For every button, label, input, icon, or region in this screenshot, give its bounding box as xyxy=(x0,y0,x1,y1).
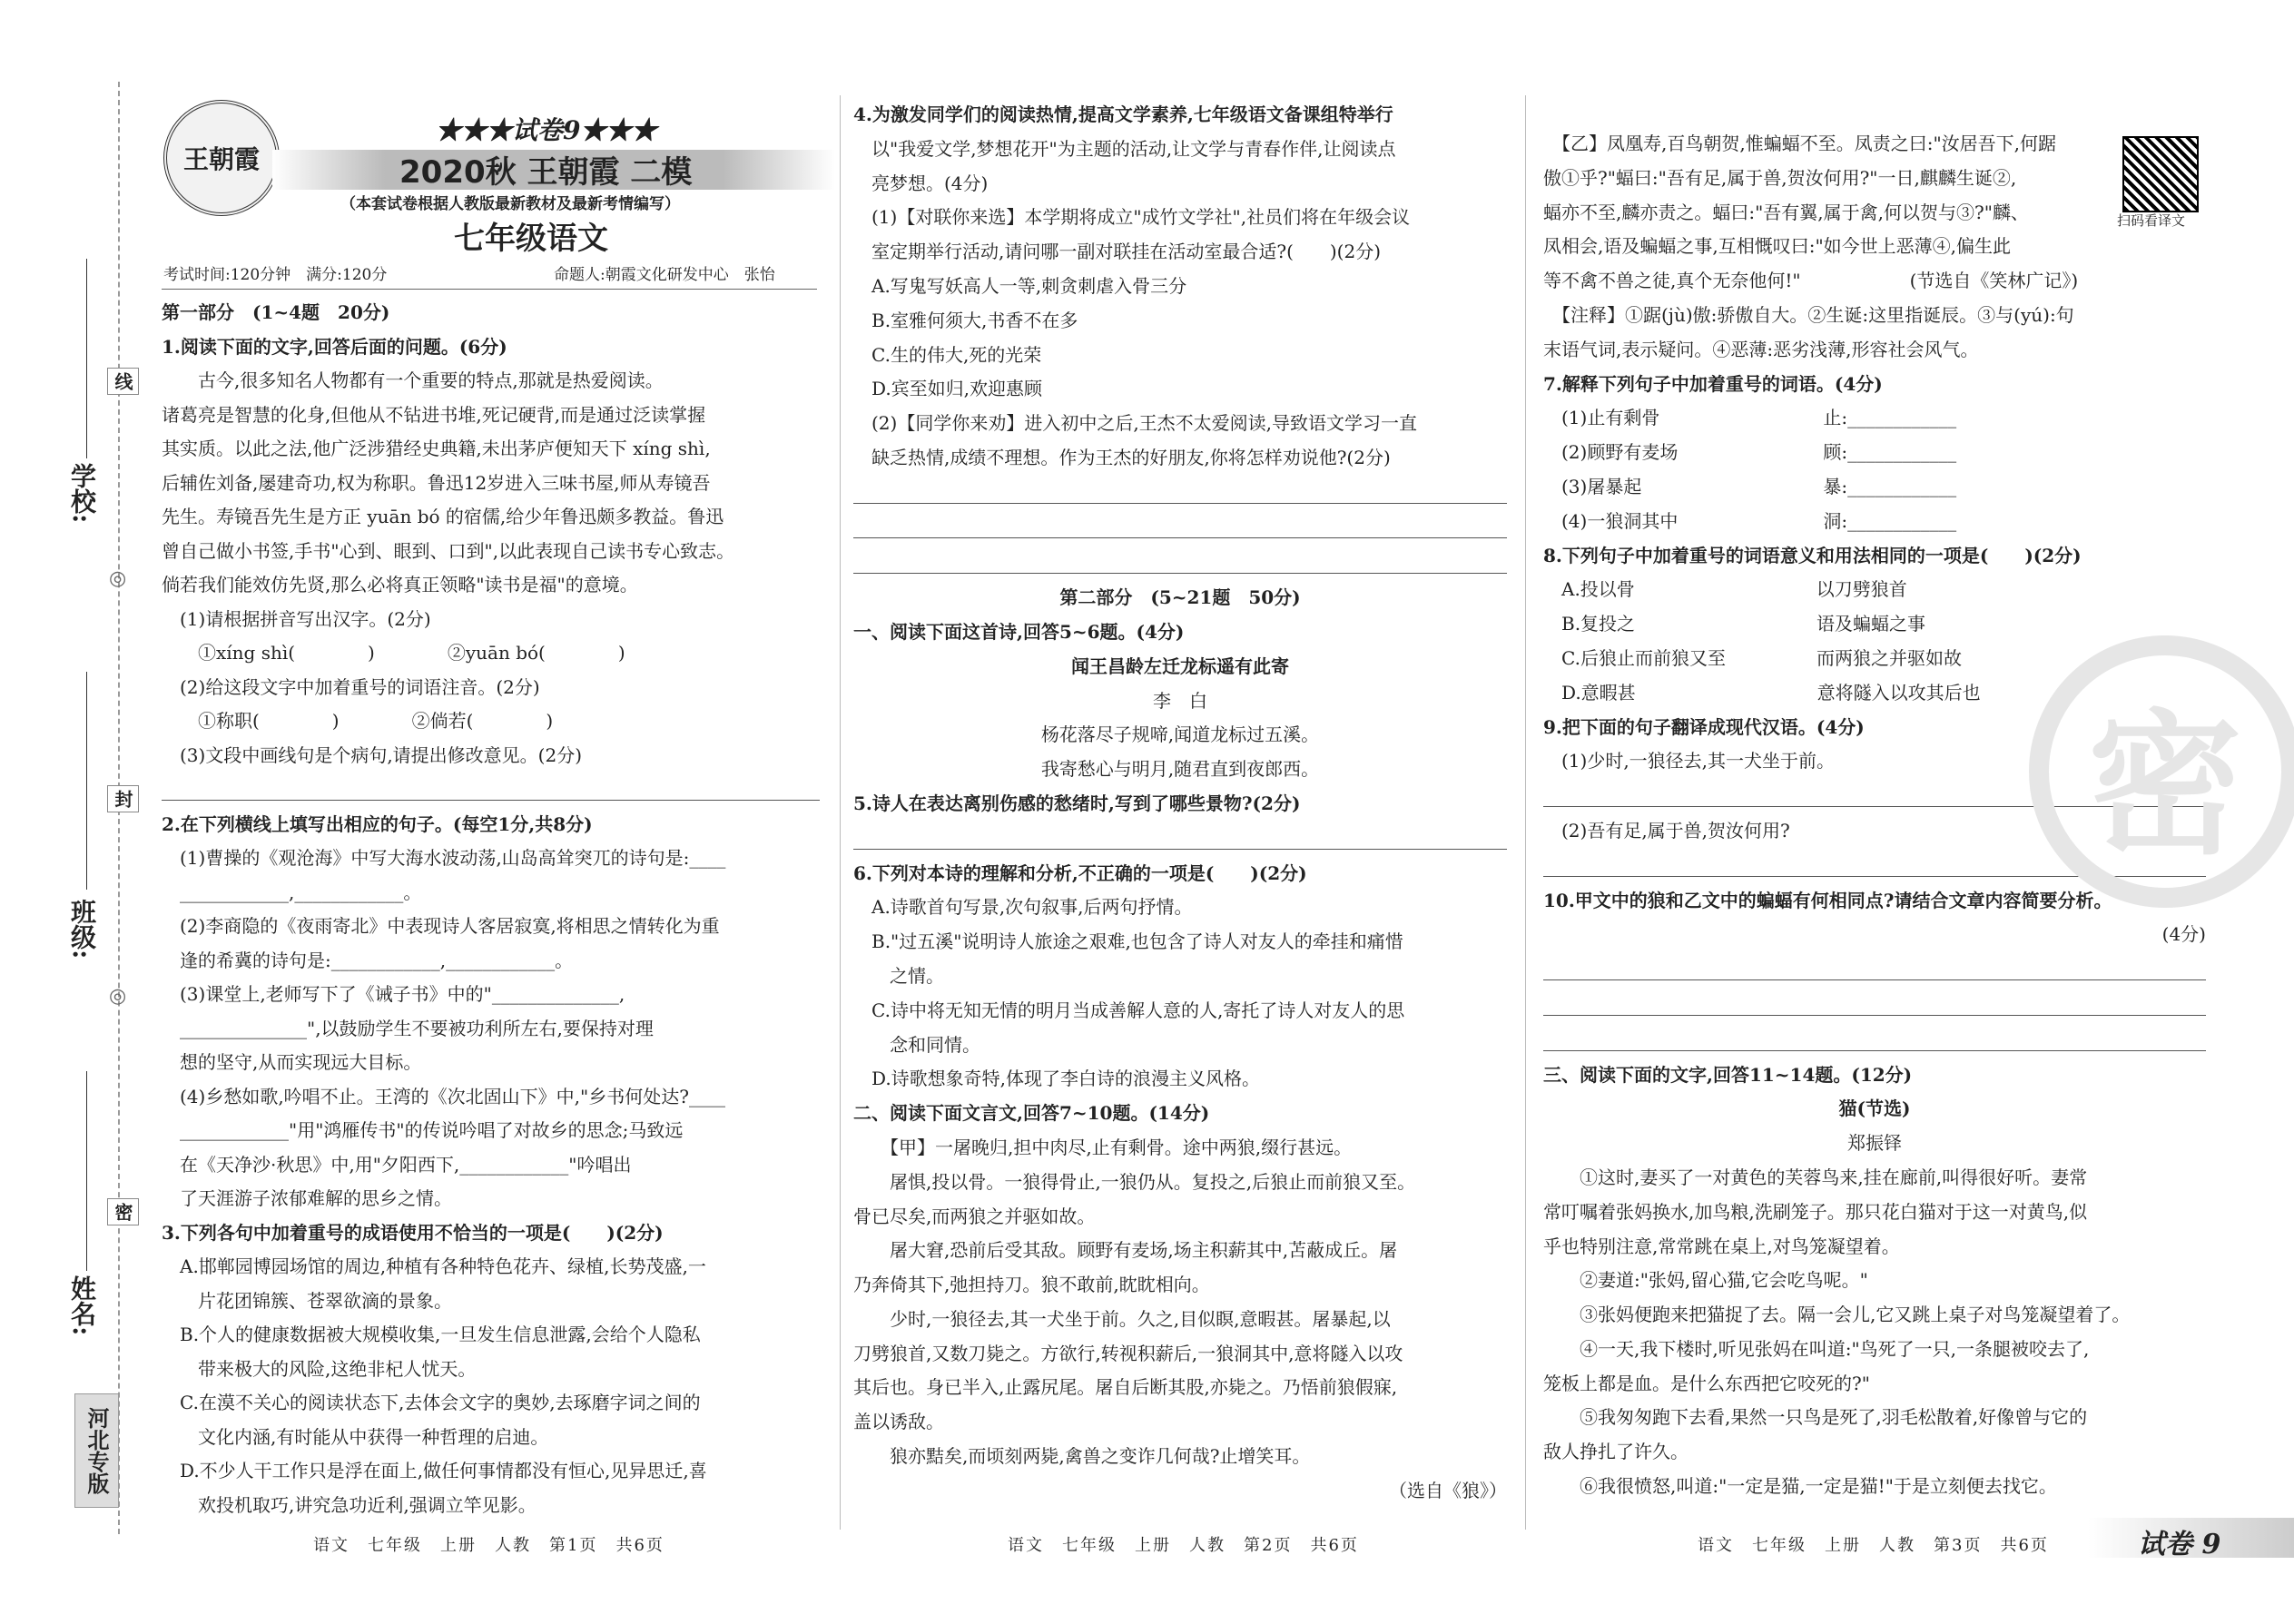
text-line: B."过五溪"说明诗人旅途之艰难,也包含了诗人对友人的牵挂和痛惜 xyxy=(853,930,1403,953)
text-line: ③张妈便跑来把猫捉了去。隔一会儿,它又跳上桌子对鸟笼凝望着了。 xyxy=(1543,1304,2131,1326)
text-line: 4.为激发同学们的阅读热情,提高文学素养,七年级语文备课组特举行 xyxy=(853,103,1393,125)
text-line: 敌人挣扎了许久。 xyxy=(1543,1441,1689,1463)
logo-text: 王朝霞 xyxy=(182,144,260,174)
text-line: 古今,很多知名人物都有一个重要的特点,那就是热爱阅读。 xyxy=(162,369,664,391)
text-line: A.邯郸园博园场馆的周边,种植有各种特色花卉、绿植,长势茂盛,一 xyxy=(162,1255,706,1277)
exam-time: 考试时间:120分钟 满分:120分 xyxy=(163,266,388,284)
text-line: 片花团锦簇、苍翠欲滴的景象。 xyxy=(162,1289,452,1312)
text-line: 二、阅读下面文言文,回答7~10题。(14分) xyxy=(853,1102,1210,1125)
text-line: 笼板上都是血。是什么东西把它咬死的?" xyxy=(1543,1372,1870,1394)
text-line: 三、阅读下面的文字,回答11~14题。(12分) xyxy=(1543,1063,1913,1086)
class-label: 班级: xyxy=(67,899,97,960)
text-line: 刀劈狼首,又数刀毙之。方欲行,转视积薪后,一狼洞其中,意将隧入以攻 xyxy=(853,1342,1403,1364)
seal-char-1: 线 xyxy=(107,368,139,395)
text-line: C.生的伟大,死的光荣 xyxy=(853,343,1042,366)
text-line: 逢的希冀的诗句是:____________,____________。 xyxy=(162,949,574,971)
text-line: ____________,____________。 xyxy=(162,881,422,903)
column-divider xyxy=(840,95,841,1530)
text-line: 8.下列句子中加着重号的词语意义和用法相同的一项是( )(2分) xyxy=(1543,544,2082,566)
answer-line[interactable] xyxy=(1543,952,2206,980)
text-line: 6.下列对本诗的理解和分析,不正确的一项是( )(2分) xyxy=(853,861,1307,884)
text-line: (1)少时,一狼径去,其一犬坐于前。 xyxy=(1543,750,1836,773)
answer-line[interactable] xyxy=(1543,1023,2206,1051)
exam-title: 2020秋 王朝霞 二模 xyxy=(399,154,693,191)
text-line: 屠惧,投以骨。一狼得骨止,一狼仍从。复投之,后狼止而前狼又至。 xyxy=(853,1170,1416,1193)
text-line: 2.在下列横线上填写出相应的句子。(每空1分,共8分) xyxy=(162,812,593,835)
text-line: 蝠亦不至,麟亦责之。蝠曰:"吾有翼,属于禽,何以贺与③?"麟、 xyxy=(1543,201,2029,223)
school-label: 学校: xyxy=(67,463,97,524)
text-line: 亮梦想。(4分) xyxy=(853,172,989,194)
text-line: ①称职( ) ②倘若( ) xyxy=(162,710,554,732)
text-line: 骨已尽矣,而两狼之并驱如故。 xyxy=(853,1205,1096,1227)
text-line: 【注释】①踞(jù)傲:骄傲自大。②生诞:这里指诞辰。③与(yú):句 xyxy=(1543,303,2074,326)
text-line: (1)请根据拼音写出汉字。(2分) xyxy=(162,607,431,630)
column-1 xyxy=(162,296,820,1522)
ornament-icon: ◎ xyxy=(109,567,127,590)
text-line: 3.下列各句中加着重号的成语使用不恰当的一项是( )(2分) xyxy=(162,1221,664,1244)
text-line: 闻王昌龄左迁龙标遥有此寄 xyxy=(1071,655,1289,677)
footer-page-1: 语文 七年级 上册 人教 第1页 共6页 xyxy=(313,1536,665,1555)
text-line: 之情。 xyxy=(853,964,944,987)
seal-char-2: 封 xyxy=(107,785,139,812)
series-label: ★★★试卷9★★★ xyxy=(436,115,657,145)
name-blank xyxy=(86,1071,87,1271)
text-line: 末语气词,表示疑问。④恶薄:恶劣浅薄,形容社会风气。 xyxy=(1543,338,1979,360)
name-label: 姓名: xyxy=(67,1275,97,1336)
text-line: D.不少人干工作只是浮在面上,做任何事情都没有恒心,见异思迁,喜 xyxy=(162,1460,707,1481)
text-line: ①xíng shì( ) ②yuān bó( ) xyxy=(162,642,625,664)
text-line: (4分) xyxy=(2161,923,2206,946)
text-line: 猫(节选) xyxy=(1838,1097,1911,1120)
text-line: A.投以骨 以刀劈狼首 xyxy=(1543,578,1907,601)
text-line: (4)乡愁如歌,吟唱不止。王湾的《次北固山下》中,"乡书何处达?____ xyxy=(162,1085,725,1107)
text-line: D.意暇甚 意将隧入以攻其后也 xyxy=(1543,681,1981,704)
text-line: 其实质。以此之法,他广泛涉猎经史典籍,未出茅庐便知天下 xíng shì, xyxy=(162,438,711,459)
text-line: (1)止有剩骨 止:____________ xyxy=(1543,407,1957,429)
text-line: 李 白 xyxy=(1153,689,1207,712)
text-line: 第一部分 (1~4题 20分) xyxy=(162,301,390,323)
text-line: A.诗歌首句写景,次句叙事,后两句抒情。 xyxy=(853,896,1193,919)
text-line: 乃奔倚其下,弛担持刀。狼不敢前,眈眈相向。 xyxy=(853,1274,1210,1296)
text-line: (1)曹操的《观沧海》中写大海水波动荡,山岛高耸突兀的诗句是:____ xyxy=(162,847,726,869)
text-line: 诸葛亮是智慧的化身,但他从不钻进书堆,死记硬背,而是通过泛读掌握 xyxy=(162,403,706,426)
text-line: 在《天净沙·秋思》中,用"夕阳西下,____________"吟唱出 xyxy=(162,1153,632,1176)
text-line: 盖以诱敌。 xyxy=(853,1411,944,1433)
class-blank xyxy=(86,672,87,890)
text-line: (3)屠暴起 暴:____________ xyxy=(1543,475,1957,497)
secret-stamp xyxy=(2029,635,2294,908)
text-line: 文化内涵,有时能从中获得一种哲理的启迪。 xyxy=(162,1425,549,1448)
text-line: （选自《狼》） xyxy=(1389,1479,1507,1501)
answer-line[interactable] xyxy=(853,511,1507,539)
text-line: ②妻道:"张妈,留心猫,它会吃鸟呢。" xyxy=(1543,1269,1868,1292)
text-line: ______________",以鼓励学生不要被功利所左右,要保持对理 xyxy=(162,1017,654,1039)
text-line: 先生。寿镜吾先生是方正 yuān bó 的宿儒,给少年鲁迅颇多教益。鲁迅 xyxy=(162,506,724,527)
text-line: 第二部分 (5~21题 50分) xyxy=(1059,586,1301,609)
text-line: 狼亦黠矣,而顷刻两毙,禽兽之变诈几何哉?止增笑耳。 xyxy=(853,1445,1311,1468)
text-line: (1)【对联你来选】本学期将成立"成竹文学社",社员们将在年级会议 xyxy=(853,206,1411,229)
binding-margin xyxy=(0,0,154,1624)
column-divider xyxy=(1525,95,1526,1530)
text-line: 郑振铎 xyxy=(1847,1132,1902,1155)
text-line: 乎也特别注意,常常跳在桌上,对鸟笼凝望着。 xyxy=(1543,1235,1900,1257)
qr-code[interactable] xyxy=(2122,136,2199,212)
text-line: 缺乏热情,成绩不理想。作为王杰的好朋友,你将怎样劝说他?(2分) xyxy=(853,446,1391,468)
logo xyxy=(163,100,280,216)
text-line: ⑥我很愤怒,叫道:"一定是猫,一定是猫!"于是立刻便去找它。 xyxy=(1543,1475,2057,1498)
text-line: 其后也。身已半入,止露尻尾。屠自后断其股,亦毙之。乃悟前狼假寐, xyxy=(853,1376,1398,1399)
answer-line[interactable] xyxy=(853,822,1507,850)
text-line: D.宾至如归,欢迎惠顾 xyxy=(853,378,1043,400)
text-line: ⑤我匆匆跑下去看,果然一只鸟是死了,羽毛松散着,好像曾与它的 xyxy=(1543,1406,2088,1429)
text-line: 念和同情。 xyxy=(853,1033,980,1056)
exam-note: （本套试卷根据人教版最新教材及最新考情编写） xyxy=(340,195,680,213)
school-blank xyxy=(86,259,87,458)
seal-char-3: 密 xyxy=(107,1198,139,1225)
text-line: 少时,一狼径去,其一犬坐于前。久之,目似瞑,意暇甚。屠暴起,以 xyxy=(853,1307,1391,1330)
qr-label: 扫码看译文 xyxy=(2117,212,2186,229)
text-line: ①这时,妻买了一对黄色的芙蓉鸟来,挂在廊前,叫得很好听。妻常 xyxy=(1543,1166,2088,1188)
text-line: (4)一狼洞其中 洞:____________ xyxy=(1543,509,1957,532)
text-line: (3)文段中画线句是个病句,请提出修改意见。(2分) xyxy=(162,743,583,766)
text-line: B.复投之 语及蝙蝠之事 xyxy=(1543,613,1926,635)
text-line: 室定期举行活动,请问哪一副对联挂在活动室最合适?( )(2分) xyxy=(853,241,1382,263)
text-line: (2)给这段文字中加着重号的词语注音。(2分) xyxy=(162,675,540,698)
footer-badge-text: 试卷 9 xyxy=(2138,1529,2221,1560)
text-line: 常叮嘱着张妈换水,加鸟粮,洗刷笼子。那只花白猫对于这一对黄鸟,似 xyxy=(1543,1200,2088,1223)
text-line: 屠大窘,恐前后受其敌。顾野有麦场,场主积薪其中,苫蔽成丘。屠 xyxy=(853,1239,1398,1262)
column-2 xyxy=(853,98,1507,1509)
text-line: 杨花落尽子规啼,闻道龙标过五溪。 xyxy=(1040,723,1320,746)
text-line: (2)李商隐的《夜雨寄北》中表现诗人客居寂寞,将相思之情转化为重 xyxy=(162,915,720,937)
header-rule xyxy=(162,289,817,290)
text-line: A.写鬼写妖高人一等,刺贪刺虐入骨三分 xyxy=(853,274,1187,297)
text-line: B.个人的健康数据被大规模收集,一旦发生信息泄露,会给个人隐私 xyxy=(162,1324,701,1345)
text-line: 了天涯游子浓郁难解的思乡之情。 xyxy=(162,1187,452,1209)
text-line: 欢投机取巧,讲究急功近利,强调立竿见影。 xyxy=(162,1493,537,1516)
text-line: 傲①乎?"蝠曰:"吾有足,属于兽,贺汝何用?"一日,麒麟生诞②, xyxy=(1543,166,2017,189)
text-line: 1.阅读下面的文字,回答后面的问题。(6分) xyxy=(162,335,507,358)
text-line: (3)课堂上,老师写下了《诫子书》中的"______________, xyxy=(162,983,625,1005)
text-line: 一、阅读下面这首诗,回答5~6题。(4分) xyxy=(853,620,1185,643)
text-line: (2)【同学你来劝】进入初中之后,王杰不太爱阅读,导致语文学习一直 xyxy=(853,412,1418,435)
text-line: D.诗歌想象奇特,体现了李白诗的浪漫主义风格。 xyxy=(853,1068,1261,1090)
text-line: 以"我爱文学,梦想花开"为主题的活动,让文学与青春作伴,让阅读点 xyxy=(853,137,1396,160)
text-line: 曾自己做小书签,手书"心到、眼到、口到",以此表现自己读书专心致志。 xyxy=(162,539,735,562)
text-line: 想的坚守,从而实现远大目标。 xyxy=(162,1051,422,1073)
text-line: 10.甲文中的狼和乙文中的蝙蝠有何相同点?请结合文章内容简要分析。 xyxy=(1543,889,2112,911)
text-line: (2)吾有足,属于兽,贺汝何用? xyxy=(1543,819,1790,842)
text-line: 5.诗人在表达离别伤感的愁绪时,写到了哪些景物?(2分) xyxy=(853,792,1301,814)
answer-line[interactable] xyxy=(162,773,820,801)
text-line: 倘若我们能效仿先贤,那么必将真正领略"读书是福"的意境。 xyxy=(162,574,638,595)
answer-line[interactable] xyxy=(853,546,1507,574)
text-line: ____________"用"鸿雁传书"的传说吟唱了对故乡的思念;马致远 xyxy=(162,1119,684,1141)
answer-line[interactable] xyxy=(853,476,1507,504)
text-line: ④一天,我下楼时,听见张妈在叫道:"鸟死了一只,一条腿被咬去了, xyxy=(1543,1337,2090,1360)
text-line: 7.解释下列句子中加着重号的词语。(4分) xyxy=(1543,372,1883,395)
text-line: 带来极大的风险,这绝非杞人忧天。 xyxy=(162,1357,477,1380)
text-line: C.后狼止而前狼又至 而两狼之并驱如故 xyxy=(1543,646,1962,669)
secret-stamp-char: 密 xyxy=(2087,694,2242,876)
text-line: 后辅佐刘备,屡建奇功,权为称职。鲁迅12岁进入三味书屋,师从寿镜吾 xyxy=(162,471,711,494)
footer-page-3: 语文 七年级 上册 人教 第3页 共6页 xyxy=(1698,1536,2049,1555)
text-line: (2)顾野有麦场 顾:____________ xyxy=(1543,441,1957,464)
ornament-icon: ◎ xyxy=(109,985,127,1008)
text-line: 凤相会,语及蝙蝠之事,互相慨叹曰:"如今世上恶薄④,偏生此 xyxy=(1543,235,2012,258)
footer-page-2: 语文 七年级 上册 人教 第2页 共6页 xyxy=(1008,1536,1359,1555)
text-line: 【乙】凤凰寿,百鸟朝贺,惟蝙蝠不至。凤责之曰:"汝居吾下,何踞 xyxy=(1543,133,2057,154)
subject-title: 七年级语文 xyxy=(454,221,608,257)
text-line: 【甲】一屠晚归,担中肉尽,止有剩骨。途中两狼,缀行甚远。 xyxy=(853,1136,1353,1158)
answer-line[interactable] xyxy=(1543,988,2206,1016)
text-line: 等不禽不兽之徒,真个无奈他何!" (节选自《笑林广记》) xyxy=(1543,270,2079,292)
text-line: C.诗中将无知无情的明月当成善解人意的人,寄托了诗人对友人的思 xyxy=(853,999,1405,1021)
exam-author: 命题人:朝霞文化研发中心 张怡 xyxy=(554,266,775,284)
text-line: B.室雅何须大,书香不在多 xyxy=(853,309,1078,331)
text-line: 我寄愁心与明月,随君直到夜郎西。 xyxy=(1040,758,1320,781)
text-line: 9.把下面的句子翻译成现代汉语。(4分) xyxy=(1543,715,1865,738)
province-badge: 河北专版 xyxy=(74,1393,119,1508)
text-line: C.在漠不关心的阅读状态下,去体会文字的奥妙,去琢磨字词之间的 xyxy=(162,1392,701,1413)
